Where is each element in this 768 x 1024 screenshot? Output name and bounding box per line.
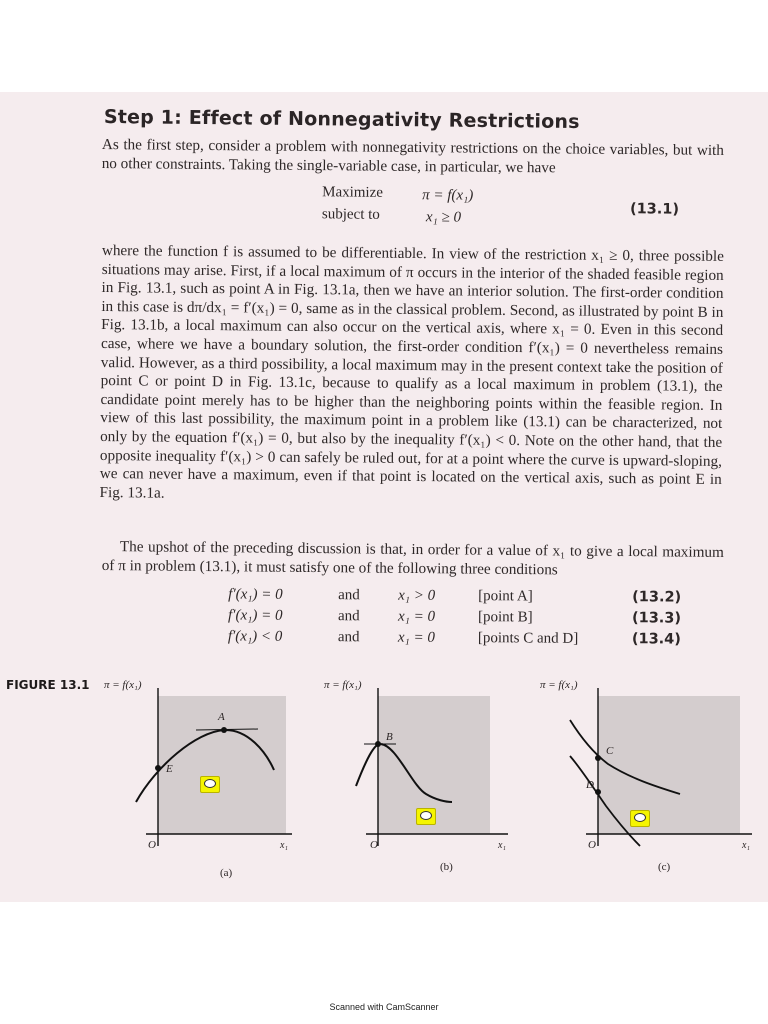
scanner-watermark: Scanned with CamScanner [329, 1002, 439, 1012]
upshot-text: The upshot of the preceding discussion is that, in order for a value of x₁ to give a local maximum of π in problem (13.1), it must satisfy one of the following three conditions [101, 538, 724, 578]
condition-and: and [338, 587, 360, 604]
figure-panel-b [312, 674, 512, 884]
point-e-marker [155, 765, 161, 771]
condition-and: and [337, 629, 360, 646]
section-heading: Step 1: Effect of Nonnegativity Restrictions [103, 106, 580, 133]
point-a-label: A [218, 711, 225, 723]
intro-text: As the first step, consider a problem with nonnegativity restrictions on the choice variables, but with no other constraints. Taking the single-variable case, in particular, we have [101, 136, 724, 176]
condition-lhs: f′(x₁) = 0 [228, 586, 283, 603]
condition-and: and [337, 608, 360, 625]
constraint: x₁ ≥ 0 [425, 209, 462, 226]
equation-number: (13.1) [629, 201, 680, 218]
condition-note: [point A] [478, 588, 533, 605]
condition-number: (13.2) [632, 589, 682, 606]
point-c-label: C [606, 745, 614, 757]
condition-note: [points C and D] [477, 630, 579, 647]
condition-number: (13.3) [631, 610, 682, 627]
shaded-feasible-region [598, 696, 740, 834]
condition-lhs: f′(x₁) < 0 [227, 628, 283, 645]
upshot-paragraph [102, 538, 724, 581]
discussion-text: where the function f is assumed to be differentiable. In view of the restriction x₁ ≥ 0, three possible situations may arise. First, if a local maximum of π occurs in the interior of the shaded feasible region in Fig. 13.1, such as point A in Fig. 13.1a, then we have an interior solution. The first-order condition in this case is dπ/dx₁ = f′(x₁) = 0, same as in the classical problem. Second, as illustrated by point B in Fig. 13.1b, a local maximum can also occur on the vertical axis, where x₁ = 0. Even in this second case, where we have a boundary solution, the first-order condition f′(x₁) = 0 nevertheless remains valid. However, as a third possibility, a local maximum may in the present context take the position of point C or point D in Fig. 13.1c, because to qualify as a local maximum in problem (13.1), the candidate point merely has to be higher than the neighboring points within the feasible region. In view of this last possibility, the maximum point in a problem like (13.1) can be characterized, not only by the equation f′(x₁) = 0, but also by the inequality f′(x₁) < 0. Note on the other hand, that the opposite inequality f′(x₁) > 0 can safely be ruled out, for at a point where the curve is upward-sloping, we can never have a maximum, even if that point is located on the vertical axis, such as point E in Fig. 13.1a. [99, 242, 724, 502]
figure-panel-a [96, 674, 296, 884]
conditions-list [228, 586, 688, 655]
origin-label: O [148, 839, 156, 851]
point-b-marker [375, 741, 381, 747]
x-axis-label: x₁ [280, 840, 288, 851]
figure-label: FIGURE 13.1 [6, 678, 90, 692]
condition-number: (13.4) [631, 631, 681, 648]
panel-caption: (b) [440, 861, 453, 873]
x-axis-label: x₁ [498, 840, 506, 851]
subject-to-label: subject to [321, 206, 380, 223]
condition-rhs: x₁ = 0 [397, 608, 436, 625]
maximize-label: Maximize [322, 184, 384, 201]
condition-note: [point B] [477, 609, 533, 626]
scanned-page [0, 92, 768, 902]
panel-caption: (a) [220, 867, 233, 879]
figure-panel-c [530, 674, 760, 884]
point-a-marker [221, 727, 227, 733]
y-axis-label: π = f(x₁) [324, 679, 362, 691]
condition-rhs: x₁ > 0 [398, 587, 436, 604]
y-axis-label: π = f(x₁) [104, 679, 142, 691]
discussion-paragraph [100, 242, 724, 508]
origin-label: O [588, 839, 596, 851]
optimization-problem [322, 184, 682, 231]
point-d-marker [595, 789, 601, 795]
intro-paragraph [102, 136, 724, 179]
point-c-marker [595, 755, 601, 761]
condition-rhs: x₁ = 0 [397, 629, 435, 646]
panel-caption: (c) [658, 861, 671, 873]
objective-function: π = f(x₁) [422, 187, 474, 204]
x-axis-label: x₁ [742, 840, 750, 851]
condition-lhs: f′(x₁) = 0 [227, 607, 283, 624]
point-d-label: D [586, 779, 594, 791]
y-axis-label: π = f(x₁) [540, 679, 578, 691]
comment-note-icon[interactable] [630, 810, 650, 827]
origin-label: O [370, 839, 378, 851]
point-e-label: E [166, 763, 173, 775]
point-b-label: B [386, 731, 393, 743]
comment-note-icon[interactable] [416, 808, 436, 825]
comment-note-icon[interactable] [200, 776, 220, 793]
